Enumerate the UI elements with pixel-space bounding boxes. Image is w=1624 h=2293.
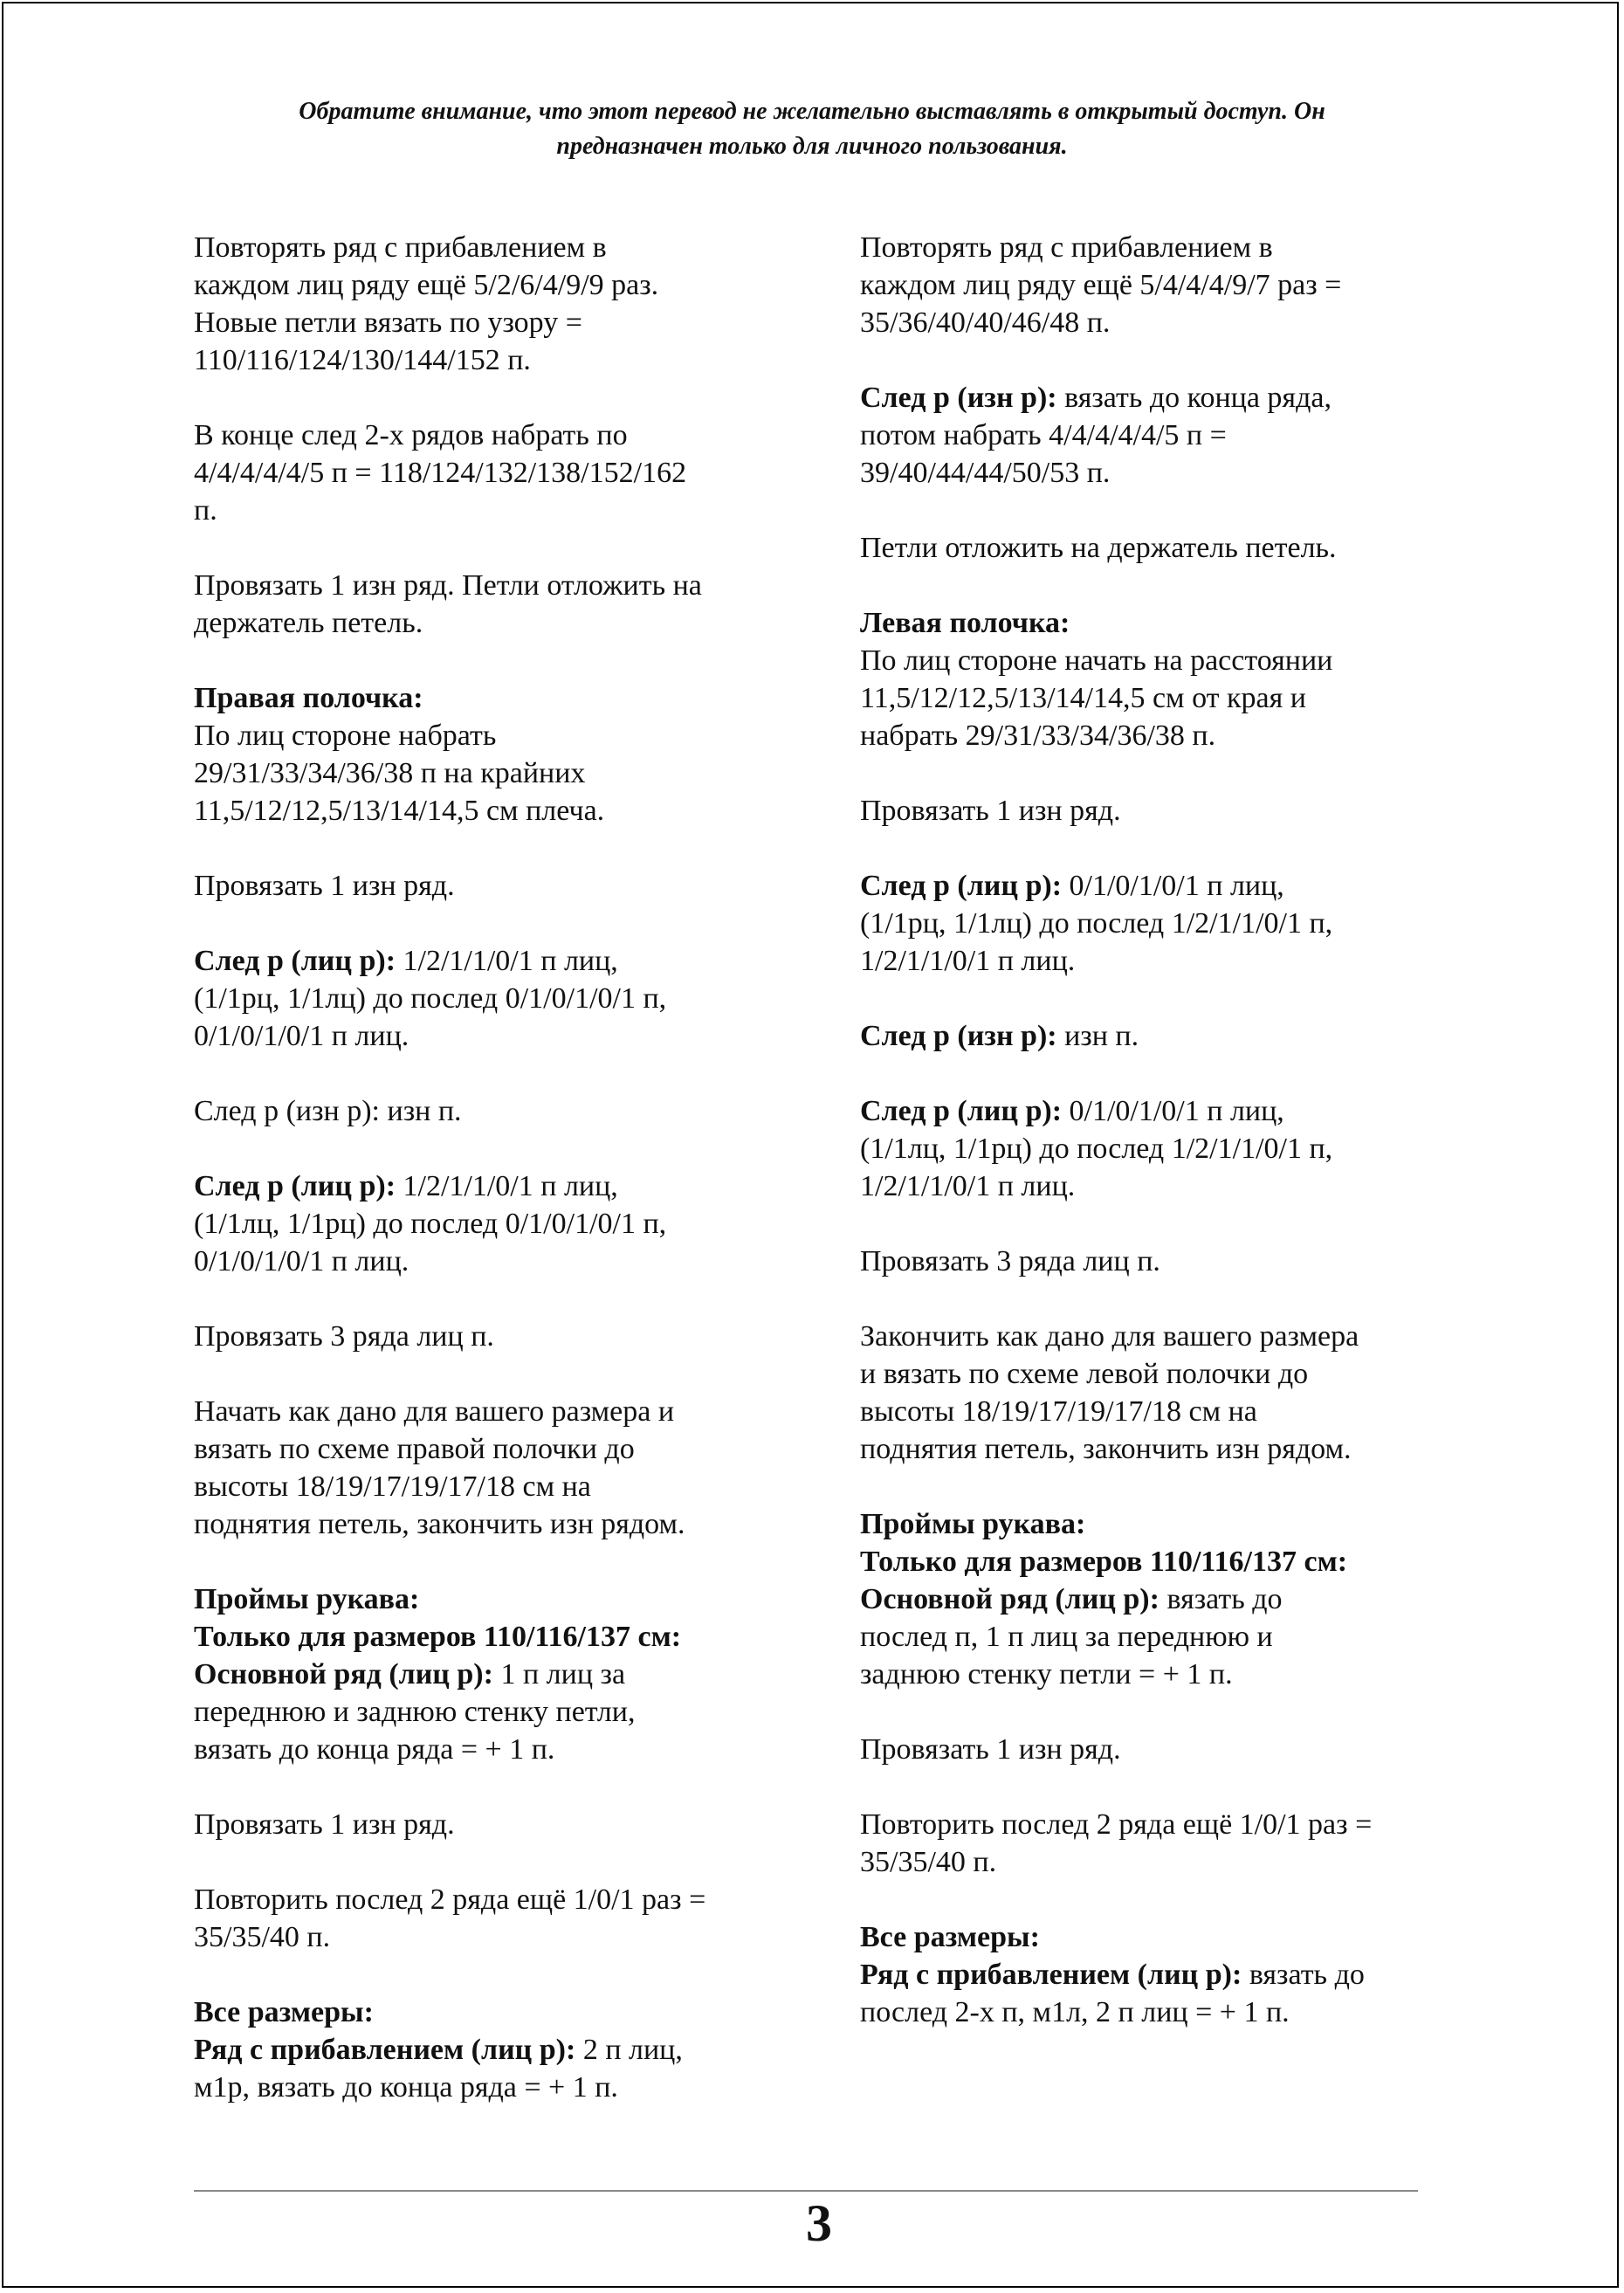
text-line: 0/1/0/1/0/1 п лиц.	[194, 1020, 409, 1052]
notice-line-2: предназначен только для личного пользования.	[556, 133, 1068, 160]
paragraph	[194, 1167, 788, 1280]
section-subheading: Только для размеров 110/116/137 см:	[194, 1621, 682, 1653]
text-line: Провязать 1 изн ряд.	[860, 1733, 1121, 1766]
section-heading: Все размеры:	[860, 1921, 1040, 1953]
text-line: Провязать 1 изн ряд.	[860, 795, 1121, 827]
text-line: Начать как дано для вашего размера и	[194, 1395, 675, 1428]
paragraph	[860, 867, 1454, 980]
text-line: Провязать 1 изн ряд.	[194, 870, 455, 902]
text-line: По лиц стороне набрать	[194, 720, 497, 752]
text-line: 1/2/1/1/0/1 п лиц.	[860, 945, 1076, 977]
text-line: Повторять ряд с прибавлением в	[860, 231, 1273, 264]
text-line: держатель петель.	[194, 607, 423, 639]
privacy-notice	[175, 94, 1449, 164]
row-label: Ряд с прибавлением (лиц р):	[860, 1959, 1242, 1991]
paragraph	[860, 1806, 1454, 1881]
text-line: каждом лиц ряду ещё 5/2/6/4/9/9 раз.	[194, 269, 659, 301]
section-right-front	[194, 679, 788, 830]
text-run: 1/2/1/1/0/1 п лиц,	[396, 945, 618, 977]
paragraph	[194, 567, 788, 642]
paragraph	[194, 229, 788, 379]
paragraph	[860, 1731, 1454, 1768]
text-line: Провязать 3 ряда лиц п.	[194, 1320, 494, 1353]
text-line: Закончить как дано для вашего размера	[860, 1320, 1359, 1353]
row-label: След р (лиц р):	[860, 870, 1063, 902]
paragraph	[194, 1881, 788, 1956]
section-all-sizes	[860, 1918, 1454, 2031]
section-armholes	[860, 1505, 1454, 1693]
text-line: переднюю и заднюю стенку петли,	[194, 1696, 636, 1728]
paragraph	[194, 417, 788, 529]
text-line: вязать до конца ряда = + 1 п.	[194, 1733, 555, 1766]
text-line: В конце след 2-х рядов набрать по	[194, 419, 628, 451]
section-subheading: Только для размеров 110/116/137 см:	[860, 1546, 1348, 1578]
text-line: 29/31/33/34/36/38 п на крайних	[194, 757, 586, 789]
left-column	[194, 229, 788, 2144]
text-line: 11,5/12/12,5/13/14/14,5 см от края и	[860, 682, 1306, 714]
text-line: и вязать по схеме левой полочки до	[860, 1358, 1309, 1390]
text-line: 110/116/124/130/144/152 п.	[194, 344, 531, 376]
text-run: 0/1/0/1/0/1 п лиц,	[1062, 1095, 1284, 1127]
paragraph	[860, 529, 1454, 567]
page-number: 3	[806, 2194, 832, 2252]
text-line: 4/4/4/4/4/5 п = 118/124/132/138/152/162	[194, 457, 687, 489]
text-run: 1 п лиц за	[492, 1658, 626, 1690]
text-run: вязать до	[1159, 1583, 1283, 1615]
text-line: Провязать 1 изн ряд.	[194, 1808, 455, 1841]
text-line: 1/2/1/1/0/1 п лиц.	[860, 1170, 1076, 1202]
right-column	[860, 229, 1454, 2069]
text-line: 11,5/12/12,5/13/14/14,5 см плеча.	[194, 795, 605, 827]
text-run: изн п.	[1056, 1020, 1139, 1052]
text-line: набрать 29/31/33/34/36/38 п.	[860, 720, 1216, 752]
section-heading: Все размеры:	[194, 1996, 374, 2028]
section-heading: Правая полочка:	[194, 682, 423, 714]
notice-line-1: Обратите внимание, что этот перевод не желательно выставлять в открытый доступ. Он	[299, 98, 1325, 125]
paragraph	[194, 1806, 788, 1843]
paragraph	[194, 1092, 788, 1130]
paragraph	[860, 1318, 1454, 1468]
section-heading: Проймы рукава:	[860, 1508, 1086, 1540]
row-label: Ряд с прибавлением (лиц р):	[194, 2034, 576, 2066]
text-line: каждом лиц ряду ещё 5/4/4/4/9/7 раз =	[860, 269, 1342, 301]
paragraph	[860, 1092, 1454, 1205]
text-line: высоты 18/19/17/19/17/18 см на	[860, 1395, 1257, 1428]
paragraph	[860, 229, 1454, 341]
section-heading: Левая полочка:	[860, 607, 1070, 639]
text-line: п.	[194, 494, 217, 527]
paragraph	[194, 942, 788, 1055]
paragraph	[194, 1318, 788, 1355]
section-armholes	[194, 1580, 788, 1768]
paragraph	[860, 792, 1454, 830]
text-line: вязать по схеме правой полочки до	[194, 1433, 635, 1465]
row-label: След р (лиц р):	[194, 1170, 396, 1202]
text-line: Повторять ряд с прибавлением в	[194, 231, 607, 264]
section-heading: Проймы рукава:	[194, 1583, 420, 1615]
text-line: 35/35/40 п.	[194, 1921, 331, 1953]
text-line: Петли отложить на держатель петель.	[860, 532, 1337, 564]
text-line: заднюю стенку петли = + 1 п.	[860, 1658, 1233, 1690]
text-line: м1р, вязать до конца ряда = + 1 п.	[194, 2071, 618, 2104]
text-line: Провязать 1 изн ряд. Петли отложить на	[194, 569, 702, 602]
text-line: Новые петли вязать по узору =	[194, 306, 582, 339]
section-left-front	[860, 604, 1454, 754]
text-line: 39/40/44/44/50/53 п.	[860, 457, 1111, 489]
text-run: вязать до конца ряда,	[1056, 382, 1332, 414]
text-line: 0/1/0/1/0/1 п лиц.	[194, 1245, 409, 1277]
text-run: вязать до	[1242, 1959, 1365, 1991]
paragraph	[194, 867, 788, 905]
text-line: высоты 18/19/17/19/17/18 см на	[194, 1470, 591, 1503]
text-line: послед п, 1 п лиц за переднюю и	[860, 1621, 1273, 1653]
row-label: След р (изн р):	[860, 1020, 1057, 1052]
text-line: Провязать 3 ряда лиц п.	[860, 1245, 1160, 1277]
text-line: поднятия петель, закончить изн рядом.	[194, 1508, 685, 1540]
text-line: По лиц стороне начать на расстоянии	[860, 644, 1333, 677]
row-label: След р (изн р):	[860, 382, 1057, 414]
text-line: (1/1рц, 1/1лц) до послед 0/1/0/1/0/1 п,	[194, 982, 667, 1015]
paragraph	[860, 379, 1454, 492]
section-all-sizes	[194, 1993, 788, 2106]
text-line: послед 2-х п, м1л, 2 п лиц = + 1 п.	[860, 1996, 1290, 2028]
text-line: (1/1рц, 1/1лц) до послед 1/2/1/1/0/1 п,	[860, 907, 1333, 940]
row-label: Основной ряд (лиц р):	[860, 1583, 1160, 1615]
paragraph	[860, 1243, 1454, 1280]
text-run: 2 п лиц,	[575, 2034, 683, 2066]
text-line: 35/36/40/40/46/48 п.	[860, 306, 1111, 339]
paragraph	[194, 1393, 788, 1543]
paragraph	[860, 1017, 1454, 1055]
text-run: 1/2/1/1/0/1 п лиц,	[396, 1170, 618, 1202]
text-line: поднятия петель, закончить изн рядом.	[860, 1433, 1352, 1465]
row-label: След р (лиц р):	[860, 1095, 1063, 1127]
row-label: След р (лиц р):	[194, 945, 396, 977]
text-line: Повторить послед 2 ряда ещё 1/0/1 раз =	[194, 1883, 706, 1916]
text-line: 35/35/40 п.	[860, 1846, 997, 1878]
row-label: Основной ряд (лиц р):	[194, 1658, 493, 1690]
text-line: (1/1лц, 1/1рц) до послед 0/1/0/1/0/1 п,	[194, 1208, 667, 1240]
text-line: След р (изн р): изн п.	[194, 1095, 462, 1127]
text-run: 0/1/0/1/0/1 п лиц,	[1062, 870, 1284, 902]
text-line: (1/1лц, 1/1рц) до послед 1/2/1/1/0/1 п,	[860, 1133, 1333, 1165]
text-line: Повторить послед 2 ряда ещё 1/0/1 раз =	[860, 1808, 1373, 1841]
text-line: потом набрать 4/4/4/4/4/5 п =	[860, 419, 1227, 451]
